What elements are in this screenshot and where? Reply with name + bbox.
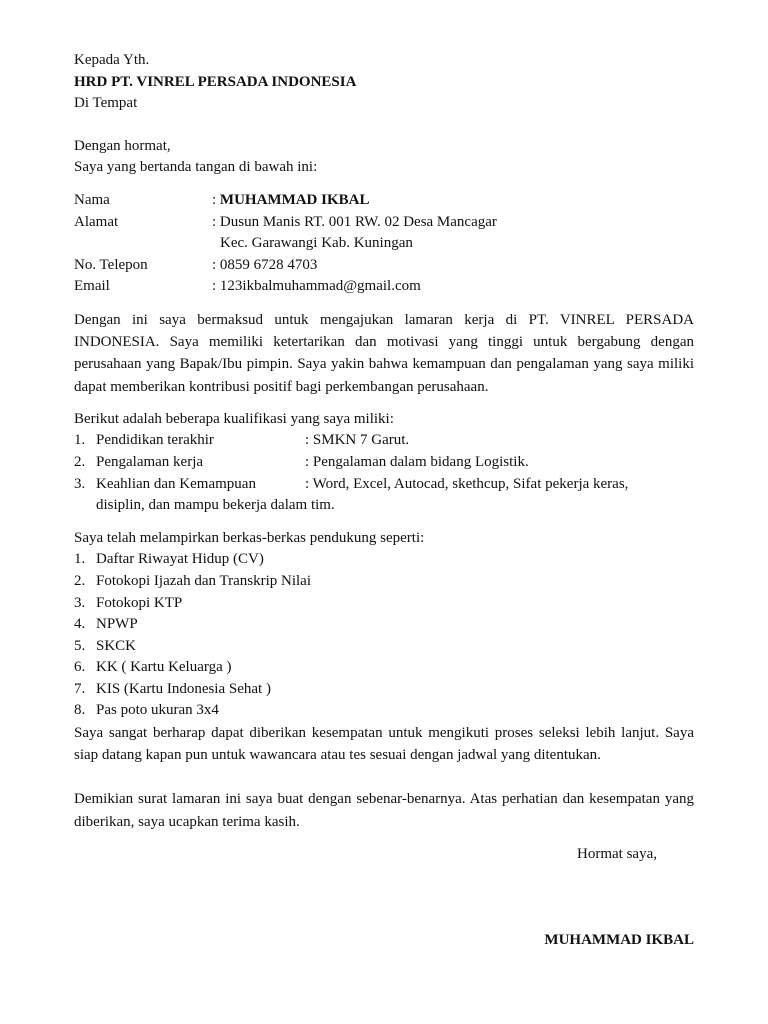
recipient-salutation: Kepada Yth. (74, 52, 150, 68)
item-number: 1. (74, 432, 86, 449)
qualification-item (74, 430, 694, 452)
email-label: Email (74, 278, 110, 295)
closing-paragraph: Demikian surat lamaran ini saya buat dengan sebenar-benarnya. Atas perhatian dan kesempatan yang diberikan, saya ucapkan terima kasih. (74, 791, 694, 830)
attachment-item (74, 614, 694, 636)
signer-name: MUHAMMAD IKBAL (544, 932, 694, 949)
attachment-text: Fotokopi KTP (96, 594, 183, 611)
attachment-item (74, 657, 694, 679)
item-number: 5. (74, 637, 86, 654)
attachment-text: KIS (Kartu Indonesia Sehat ) (96, 680, 271, 697)
attachments-list (74, 549, 694, 722)
email-value: : 123ikbalmuhammad@gmail.com (212, 278, 421, 295)
item-number: 3. (74, 594, 86, 611)
item-number: 6. (74, 659, 86, 676)
qualifications-list (74, 430, 694, 495)
item-number: 8. (74, 702, 86, 719)
name-separator: : (212, 191, 220, 208)
attachment-text: NPWP (96, 616, 138, 633)
attachment-text: KK ( Kartu Keluarga ) (96, 659, 232, 676)
applicant-info (74, 190, 694, 298)
closing-salutation: Hormat saya, (577, 845, 657, 862)
qualification-value: : Word, Excel, Autocad, skethcup, Sifat pekerja keras, (305, 475, 629, 492)
info-row-name (74, 190, 694, 212)
body-paragraph: Dengan ini saya bermaksud untuk mengajukan lamaran kerja di PT. VINREL PERSADA INDONESIA. Saya memiliki ketertarikan dan motivasi yang tinggi untuk bergabung dengan perusahaan yang Bapak/Ibu pimpin. Saya yakin bahwa kemampuan dan pengalaman yang saya miliki dapat memberikan kontribusi positif bagi perkembangan perusahaan. (74, 311, 694, 395)
hope-paragraph: Saya sangat berharap dapat diberikan kesempatan untuk mengikuti proses seleksi lebih lanjut. Saya siap datang kapan pun untuk wawancara atau tes sesuai dengan jadwal yang ditentukan. (74, 725, 694, 764)
greeting: Dengan hormat, (74, 137, 171, 154)
qualification-item (74, 452, 694, 474)
item-number: 7. (74, 680, 86, 697)
qualification-label: Pengalaman kerja (96, 453, 204, 470)
attachment-item (74, 700, 694, 722)
attachment-item (74, 636, 694, 658)
attachments-intro: Saya telah melampirkan berkas-berkas pendukung seperti: (74, 529, 425, 546)
name-value: MUHAMMAD IKBAL (219, 191, 370, 208)
phone-value: : 0859 6728 4703 (212, 256, 318, 273)
attachment-text: Fotokopi Ijazah dan Transkrip Nilai (96, 572, 311, 589)
info-row-address (74, 212, 694, 234)
attachment-text: Pas poto ukuran 3x4 (96, 702, 219, 719)
qualification-label: Keahlian dan Kemampuan (96, 475, 256, 492)
item-number: 3. (74, 475, 86, 492)
letter-page (74, 50, 694, 952)
qualification-label: Pendidikan terakhir (96, 432, 214, 449)
attachment-text: SKCK (96, 637, 137, 654)
item-number: 2. (74, 453, 86, 470)
attachment-item (74, 571, 694, 593)
attachment-item (74, 593, 694, 615)
phone-label: No. Telepon (74, 256, 148, 273)
qualification-item (74, 474, 694, 496)
item-number: 4. (74, 616, 86, 633)
attachment-text: Daftar Riwayat Hidup (CV) (96, 551, 264, 568)
qualification-value: : SMKN 7 Garut. (305, 432, 410, 449)
name-label: Nama (74, 191, 110, 208)
recipient-place: Di Tempat (74, 95, 138, 112)
item-number: 2. (74, 572, 86, 589)
recipient-company: HRD PT. VINREL PERSADA INDONESIA (74, 73, 357, 90)
qualification-value: : Pengalaman dalam bidang Logistik. (305, 453, 529, 470)
address-line1: : Dusun Manis RT. 001 RW. 02 Desa Mancagar (212, 213, 497, 230)
qualifications-intro: Berikut adalah beberapa kualifikasi yang saya miliki: (74, 410, 394, 427)
item-number: 1. (74, 551, 86, 568)
info-row-email (74, 276, 694, 298)
address-label: Alamat (74, 213, 119, 230)
intro-text: Saya yang bertanda tangan di bawah ini: (74, 159, 318, 176)
attachment-item (74, 549, 694, 571)
attachment-item (74, 679, 694, 701)
qualification-continuation: disiplin, dan mampu bekerja dalam tim. (96, 497, 335, 514)
info-row-phone (74, 255, 694, 277)
address-line2: Kec. Garawangi Kab. Kuningan (220, 235, 413, 252)
